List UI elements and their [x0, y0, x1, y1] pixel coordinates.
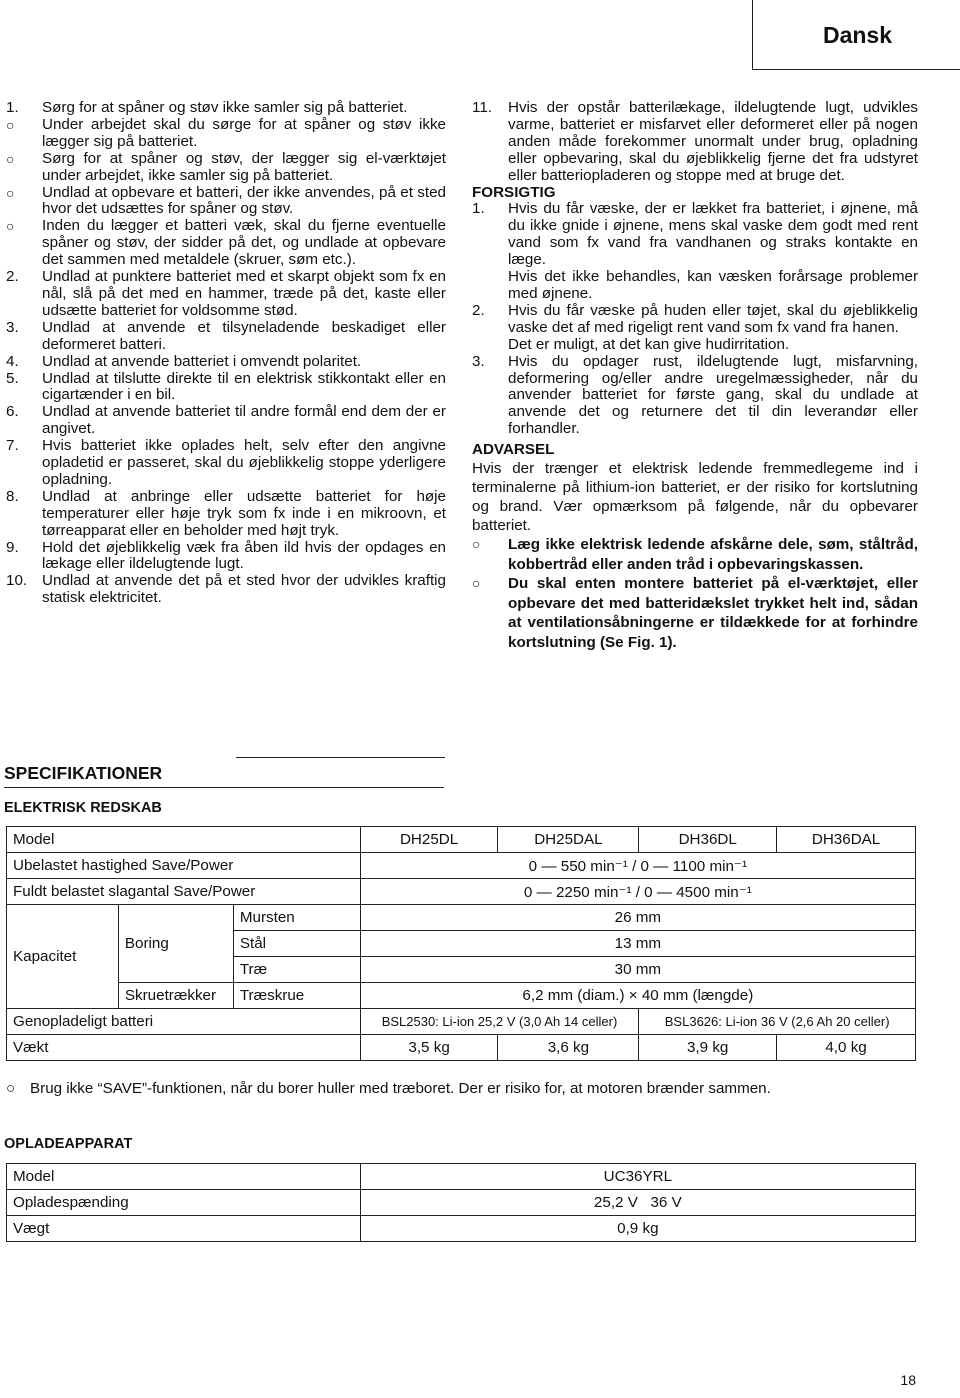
item-text: Undlad at punktere batteriet med et skarpt objekt som fx en nål, slå på det med en hammer, træde på det, kaste eller udsætte batteriet for voldsomme stød.	[42, 268, 446, 319]
item-label: 9.	[6, 538, 19, 556]
left-column	[6, 100, 446, 607]
electric-tool-heading: ELEKTRISK REDSKAB	[4, 800, 162, 816]
list-item	[6, 151, 446, 185]
item-text: Inden du lægger et batteri væk, skal du fjerne eventuelle spåner og støv, der sidder på det, og undlade at opbevare det sammen med metaldele (skruer, søm etc.).	[42, 217, 446, 269]
list-item	[6, 438, 446, 489]
table-row	[7, 853, 916, 879]
charger-weight-value: 0,9 kg	[360, 1216, 915, 1242]
note-text: Brug ikke “SAVE”-funktionen, når du borer huller med træboret. Der er risiko for, at motoren brænder sammen.	[30, 1080, 771, 1097]
item-text: Under arbejdet skal du sørge for at spåner og støv ikke lægger sig på batteriet.	[42, 115, 446, 150]
bullet-icon: ○	[6, 150, 15, 167]
list-item	[472, 303, 918, 354]
bullet-icon: ○	[6, 1080, 16, 1097]
bullet-icon: ○	[472, 575, 481, 592]
list-item	[6, 354, 446, 371]
capacity-label: Kapacitet	[7, 905, 119, 1009]
table-row	[7, 879, 916, 905]
item-text: Undlad at anvende batteriet i omvendt polaritet.	[42, 352, 362, 370]
table-row	[7, 827, 916, 853]
mursten-value: 26 mm	[360, 905, 915, 931]
item-text: Hvis du opdager rust, ildelugtende lugt, misfarvning, deformering og/eller andre uregelmæssigheder, når du anvender batteriet for første gang, skal du undlade at anvende det og returnere det til din leverandør eller forhandler.	[508, 352, 918, 438]
item-label: 3.	[6, 318, 19, 336]
model-label: Model	[7, 827, 361, 853]
bullet-icon: ○	[472, 536, 481, 553]
caution-heading: FORSIGTIG	[472, 183, 556, 201]
trae-label: Træ	[233, 957, 360, 983]
item-label: 3.	[472, 352, 485, 370]
list-item	[6, 117, 446, 151]
item-label: 2.	[472, 301, 485, 319]
item-label: 4.	[6, 352, 19, 370]
full-load-value: 0 — 2250 min⁻¹ / 0 — 4500 min⁻¹	[360, 879, 915, 905]
list-item	[6, 489, 446, 540]
list-item	[472, 201, 918, 302]
list-item	[472, 354, 918, 439]
item-label: 8.	[6, 487, 19, 505]
table-row	[7, 1035, 916, 1061]
item-text: Det er muligt, at det kan give hudirritation.	[508, 335, 790, 353]
bullet-icon: ○	[6, 116, 15, 133]
table-row	[7, 983, 916, 1009]
spec-note	[6, 1080, 916, 1098]
item-text: Undlad at anvende et tilsyneladende beskadiget eller deformeret batteri.	[42, 318, 446, 353]
item-text: Hvis du får væske på huden eller tøjet, skal du øjeblikkelig vaske det af med rigeligt rent vand som fx vand fra hanen.	[508, 301, 918, 336]
item-label: 5.	[6, 369, 19, 387]
list-item	[6, 100, 446, 117]
battery-value: BSL3626: Li-ion 36 V (2,6 Ah 20 celler)	[639, 1009, 916, 1035]
list-item	[472, 100, 918, 185]
list-item	[6, 540, 446, 574]
screwdriver-label: Skruetrækker	[118, 983, 233, 1009]
no-load-value: 0 — 550 min⁻¹ / 0 — 1100 min⁻¹	[360, 853, 915, 879]
item-text: Undlad at anbringe eller udsætte batteriet for høje temperaturer eller høje tryk som fx inde i en mikroovn, et tørreapparat eller en beholder med højt tryk.	[42, 487, 446, 539]
weight-cell: 4,0 kg	[777, 1035, 916, 1061]
item-text: Undlad at anvende batteriet til andre formål end dem der er angivet.	[42, 403, 446, 438]
table-row	[7, 1190, 916, 1216]
bullet-icon: ○	[6, 218, 15, 235]
list-item	[6, 185, 446, 219]
weight-cell: 3,9 kg	[639, 1035, 777, 1061]
list-item	[472, 574, 918, 652]
staal-value: 13 mm	[360, 931, 915, 957]
item-text: Hold det øjeblikkelig væk fra åben ild hvis der opdages en lækage eller ildelugtende lugt.	[42, 538, 446, 573]
warning-text: Hvis der trænger et elektrisk ledende fremmedlegeme ind i terminalerne på lithium-ion batteriet, er der risiko for kortslutning og brand. Vær opmærksom på følgende, når du opbevarer batteriet.	[472, 460, 918, 535]
divider	[236, 757, 445, 758]
trae-value: 30 mm	[360, 957, 915, 983]
item-label: 2.	[6, 268, 19, 286]
battery-label: Genopladeligt batteri	[7, 1009, 361, 1035]
warning-heading: ADVARSEL	[472, 441, 555, 459]
charger-model-label: Model	[7, 1164, 361, 1190]
item-label: 1.	[6, 99, 19, 116]
item-label: 1.	[472, 200, 485, 218]
item-label: 11.	[472, 99, 492, 116]
item-text: Læg ikke elektrisk ledende afskårne dele, søm, ståltråd, kobbertråd eller anden tråd i opbevaringskassen.	[508, 536, 918, 573]
charger-voltage-value: 25,2 V 36 V	[360, 1190, 915, 1216]
weight-label: Vækt	[7, 1035, 361, 1061]
item-label: 7.	[6, 437, 19, 455]
charger-model-value: UC36YRL	[360, 1164, 915, 1190]
charger-table	[6, 1163, 916, 1242]
boring-label: Boring	[118, 905, 233, 983]
traeskrue-label: Træskrue	[233, 983, 360, 1009]
model-cell: DH25DL	[360, 827, 498, 853]
weight-cell: 3,5 kg	[360, 1035, 498, 1061]
charger-voltage-label: Opladespænding	[7, 1190, 361, 1216]
model-cell: DH36DAL	[777, 827, 916, 853]
item-text: Sørg for at spåner og støv, der lægger sig el-værktøjet under arbejdet, ikke samler sig på batteriet.	[42, 149, 446, 184]
item-text: Du skal enten montere batteriet på el-værktøjet, eller opbevare det med batteridækslet trykket helt ind, sådan at ventilationsåbningerne er tildækkede for at forhindre kortslutning (Se Fig. 1).	[508, 575, 918, 651]
weight-cell: 3,6 kg	[498, 1035, 639, 1061]
item-text: Hvis batteriet ikke oplades helt, selv efter den angivne opladetid er passeret, skal du øjeblikkelig stoppe yderligere opladning.	[42, 437, 446, 488]
item-text: Sørg for at spåner og støv ikke samler sig på batteriet.	[42, 99, 408, 116]
item-label: 10.	[6, 572, 28, 590]
table-row	[7, 905, 916, 931]
bullet-icon: ○	[6, 184, 15, 201]
model-cell: DH25DAL	[498, 827, 639, 853]
list-item	[472, 535, 918, 574]
battery-value: BSL2530: Li-ion 25,2 V (3,0 Ah 14 celler)	[360, 1009, 639, 1035]
charger-heading: OPLADEAPPARAT	[4, 1136, 133, 1152]
spec-title: SPECIFIKATIONER	[4, 763, 444, 788]
list-item	[6, 404, 446, 438]
traeskrue-value: 6,2 mm (diam.) × 40 mm (længde)	[360, 983, 915, 1009]
list-item	[6, 269, 446, 320]
item-text: Hvis det ikke behandles, kan væsken forårsage problemer med øjnene.	[508, 268, 918, 302]
charger-weight-label: Vægt	[7, 1216, 361, 1242]
language-label: Dansk	[822, 22, 892, 48]
mursten-label: Mursten	[233, 905, 360, 931]
list-item	[6, 320, 446, 354]
item-text: Hvis du får væske, der er lækket fra batteriet, i øjnene, må du ikke gnide i øjnene, mens skal vaske dem godt med rent vand som fx vand fra vandhanen og straks kontakte en læge.	[508, 200, 918, 269]
language-box	[752, 0, 960, 70]
list-item	[6, 218, 446, 269]
table-row	[7, 1216, 916, 1242]
item-text: Undlad at opbevare et batteri, der ikke anvendes, på et sted hvor det udsættes for spåner og støv.	[42, 183, 446, 218]
table-row	[7, 1009, 916, 1035]
model-cell: DH36DL	[639, 827, 777, 853]
list-item	[6, 573, 446, 607]
item-text: Hvis der opstår batterilækage, ildelugtende lugt, udvikles varme, batteriet er misfarvet eller deformeret eller på nogen anden måde forekommer unormalt under brug, opladning eller opbevaring, skal du øjeblikkelig fjerne det fra udstyret eller batteriopladeren og stoppe med at bruge det.	[508, 99, 918, 184]
spec-table	[6, 826, 916, 1061]
item-text: Undlad at tilslutte direkte til en elektrisk stikkontakt eller en cigartænder i en bil.	[42, 369, 446, 404]
item-text: Undlad at anvende det på et sted hvor der udvikles kraftig statisk elektricitet.	[42, 572, 446, 607]
item-label: 6.	[6, 403, 19, 421]
full-load-label: Fuldt belastet slagantal Save/Power	[7, 879, 361, 905]
right-column	[472, 100, 918, 652]
page-number: 18	[900, 1372, 916, 1388]
list-item	[6, 371, 446, 405]
table-row	[7, 1164, 916, 1190]
no-load-label: Ubelastet hastighed Save/Power	[7, 853, 361, 879]
staal-label: Stål	[233, 931, 360, 957]
